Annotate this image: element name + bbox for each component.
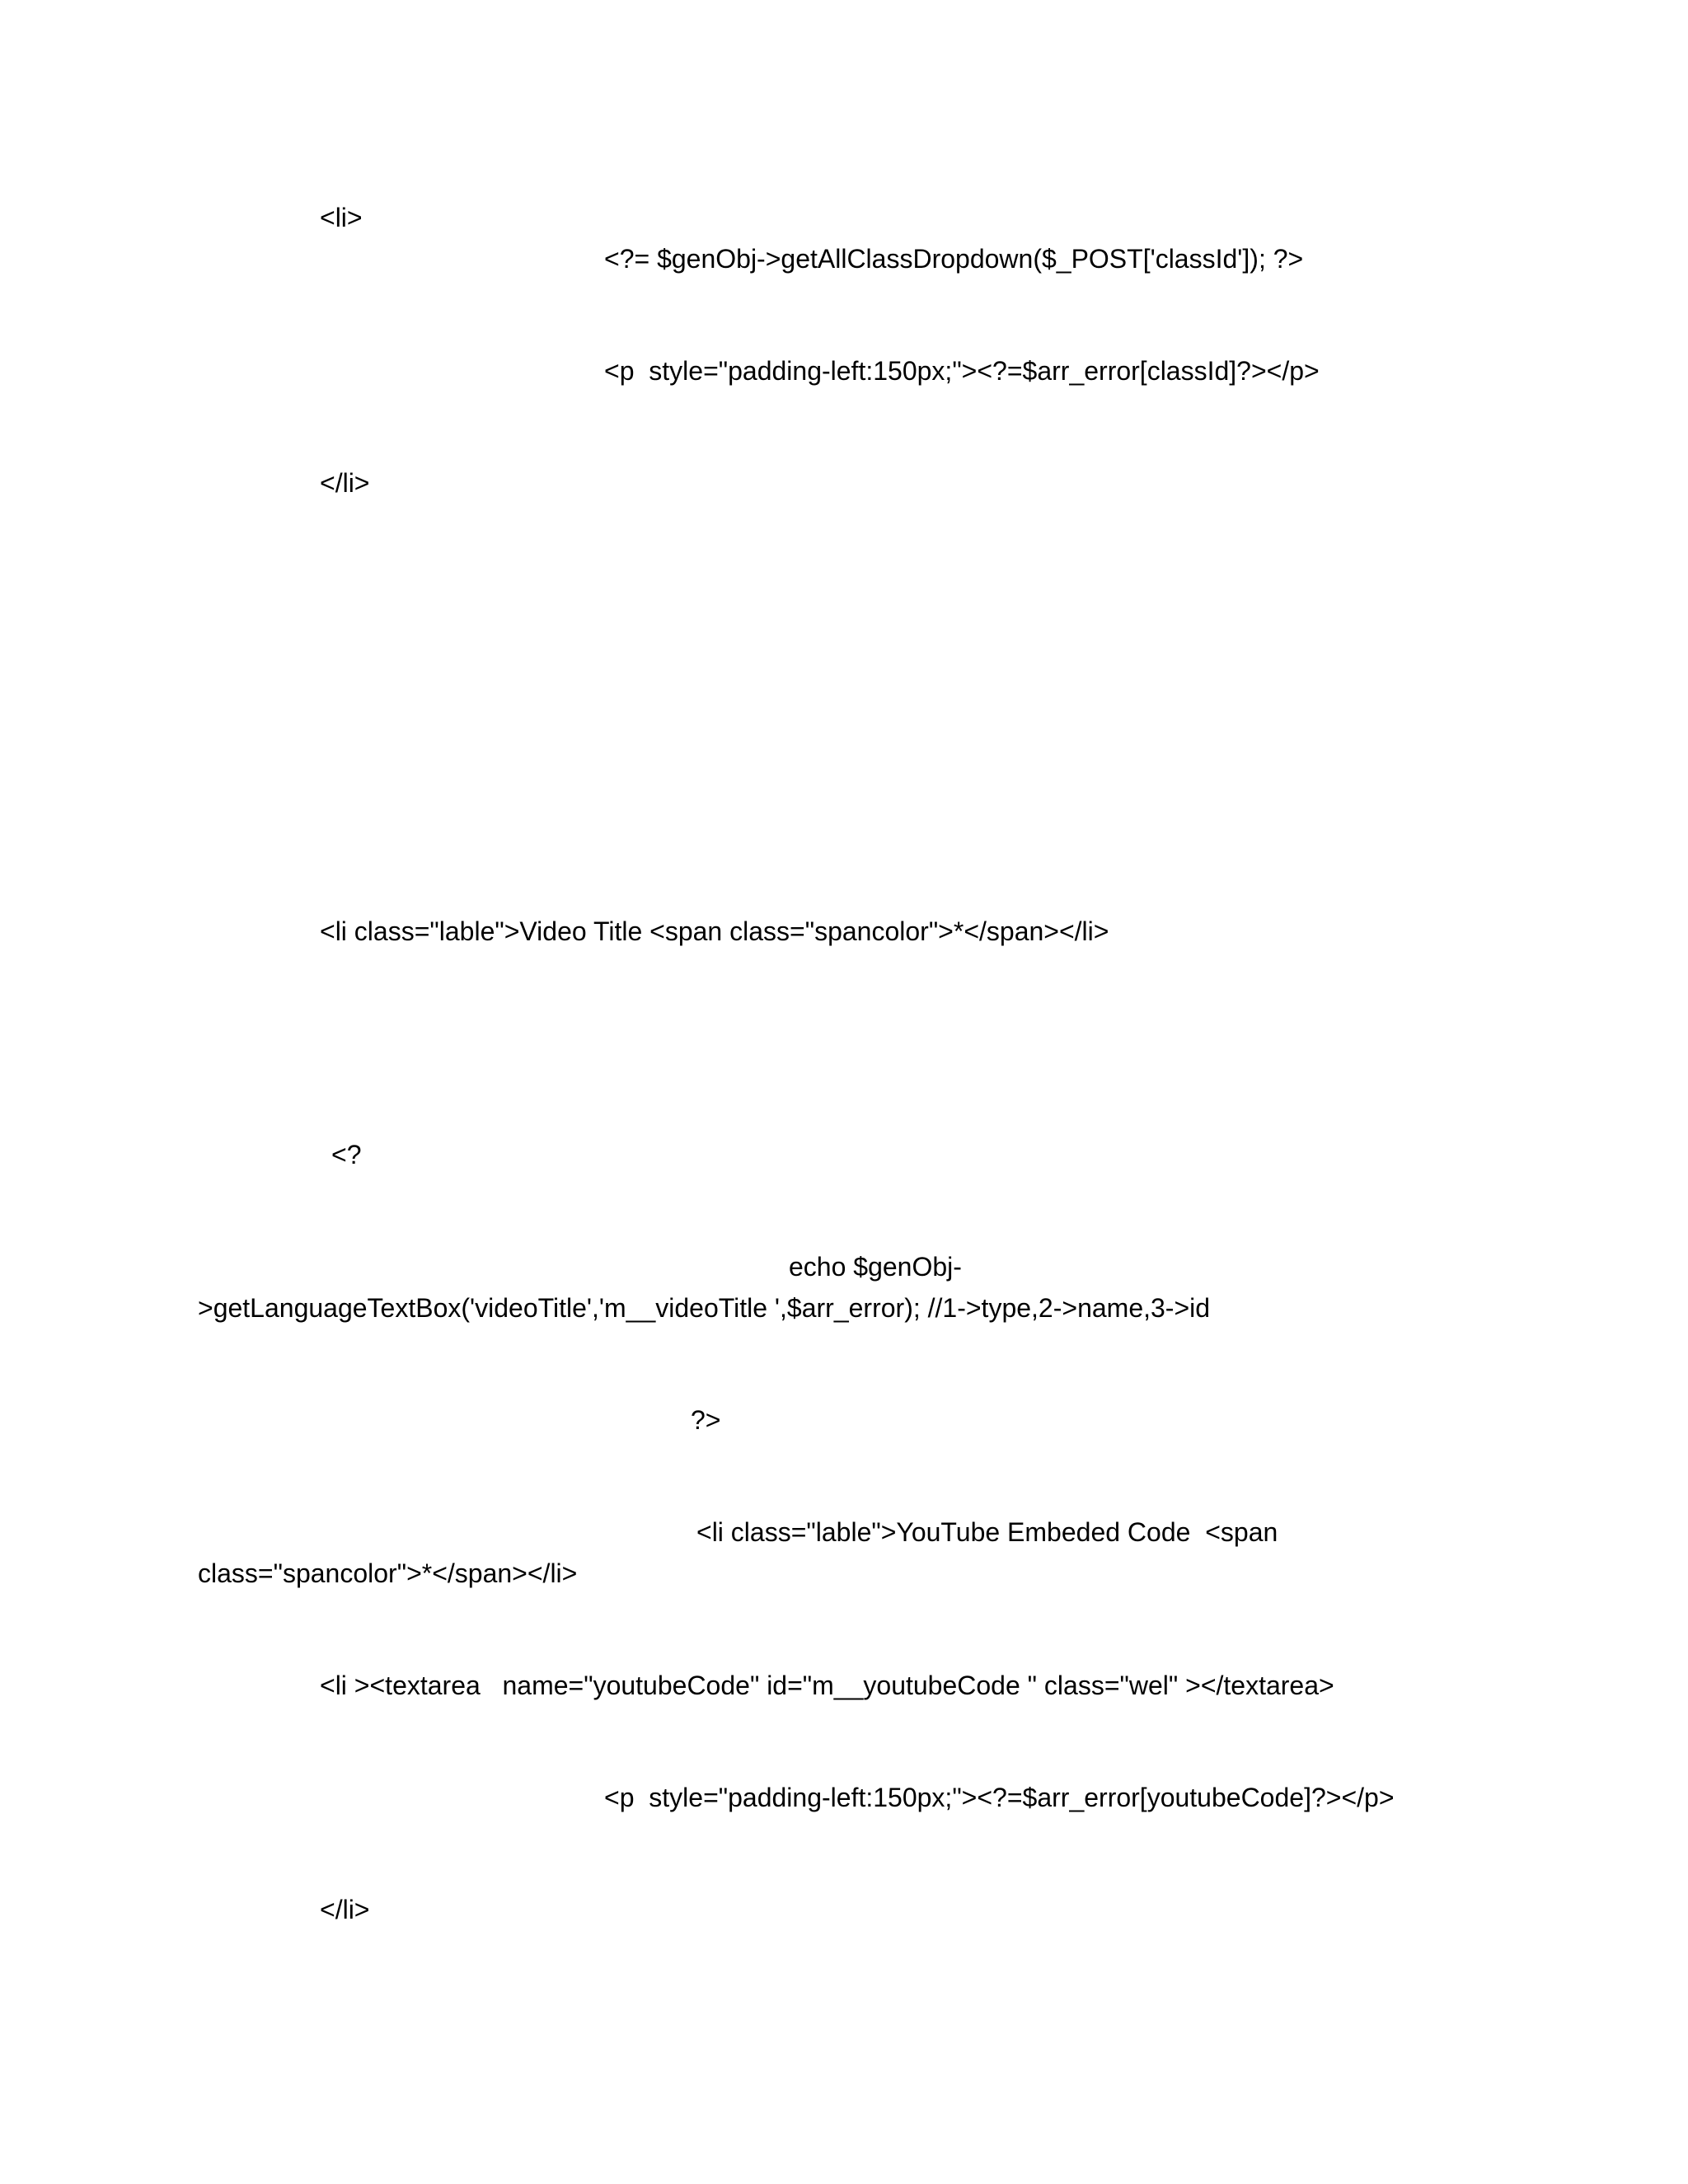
code-line-li-close-2: </li> [320,1895,370,1924]
code-line-error-classid: <p style="padding-left:150px;"><?=$arr_error[classId]?></p> [604,356,1320,386]
code-line-language-textbox: >getLanguageTextBox('videoTitle','m__videoTitle ',$arr_error); //1->type,2->name,3->id [198,1293,1211,1323]
code-line-youtube-label-end: class="spancolor">*</span></li> [198,1558,578,1588]
code-line-li-close-1: </li> [320,468,370,498]
code-line-php-close: ?> [691,1405,721,1435]
code-line-php-open: <? [331,1140,362,1169]
code-line-textarea: <li ><textarea name="youtubeCode" id="m__youtubeCode " class="wel" ></textarea> [320,1671,1334,1700]
code-line-echo-genobj: echo $genObj- [789,1252,962,1282]
code-line-class-dropdown: <?= $genObj->getAllClassDropdown($_POST['classId']); ?> [604,244,1304,274]
code-line-video-title-label: <li class="lable">Video Title <span class="spancolor">*</span></li> [320,916,1109,946]
code-line-error-youtubecode: <p style="padding-left:150px;"><?=$arr_error[youtubeCode]?></p> [604,1783,1395,1812]
code-line-li-open-1: <li> [320,203,363,232]
code-line-youtube-label-start: <li class="lable">YouTube Embeded Code <span [696,1517,1278,1547]
